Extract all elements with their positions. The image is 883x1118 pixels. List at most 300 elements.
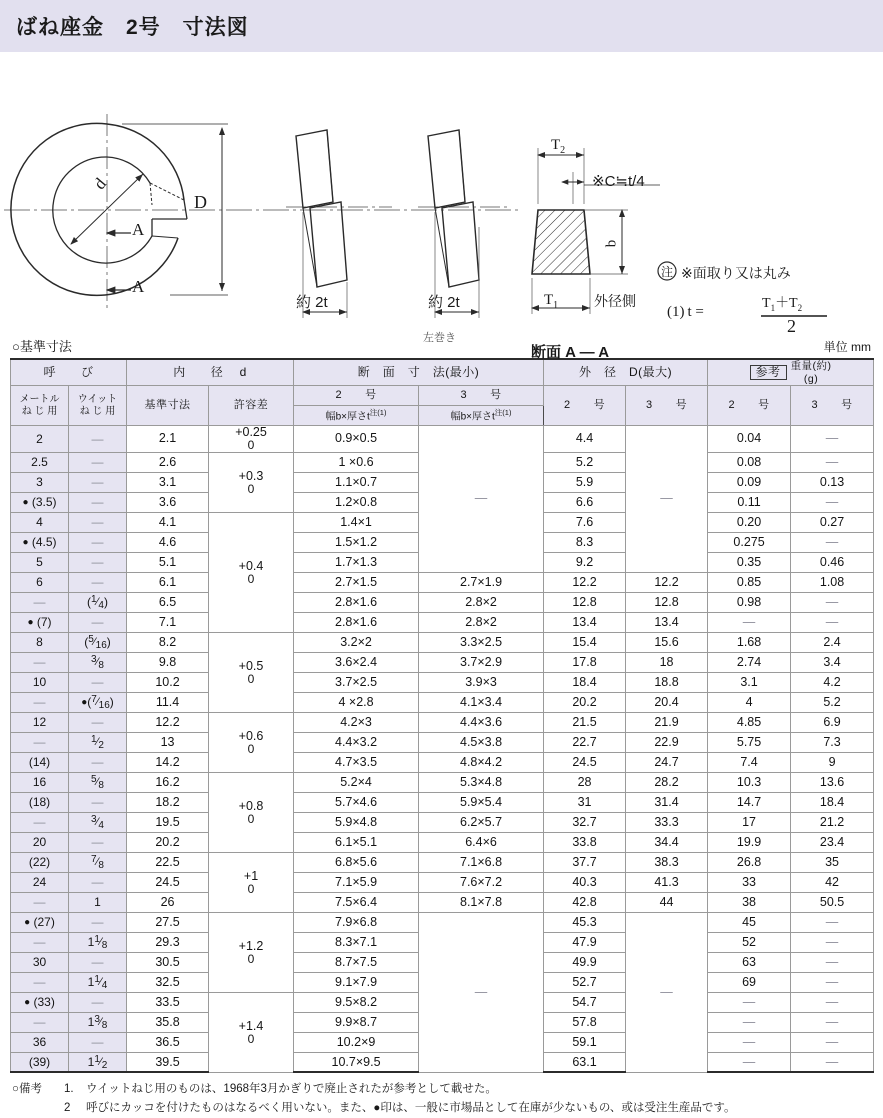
cell-section-type3: 3.3×2.5: [419, 632, 544, 652]
cell-outer-type2: 57.8: [544, 1012, 626, 1032]
cell-inner-diameter: 10.2: [127, 672, 209, 692]
spec-table-head: [11, 359, 874, 426]
th-name-group: 呼 び: [11, 359, 127, 386]
cell-inner-diameter: 22.5: [127, 852, 209, 872]
cell-weight-type2: 14.7: [708, 792, 791, 812]
table-caption: ○基準寸法: [12, 339, 72, 354]
cell-weight-type3: 2.4: [791, 632, 874, 652]
cell-weight-type3: —: [791, 492, 874, 512]
cell-metric-nominal: —: [11, 932, 69, 952]
cell-weight-type2: 10.3: [708, 772, 791, 792]
cell-weight-type3: 50.5: [791, 892, 874, 912]
cell-section-type2: 5.2×4: [294, 772, 419, 792]
cell-metric-nominal: 16: [11, 772, 69, 792]
cell-weight-type3: 7.3: [791, 732, 874, 752]
cell-weight-type3: —: [791, 1052, 874, 1072]
cell-metric-nominal: 24: [11, 872, 69, 892]
cell-weight-type3: 0.13: [791, 472, 874, 492]
cell-section-type2: 1.4×1: [294, 512, 419, 532]
cell-inner-diameter: 36.5: [127, 1032, 209, 1052]
cell-section-type2: 0.9×0.5: [294, 426, 419, 453]
cell-weight-type2: —: [708, 612, 791, 632]
cell-whitworth-nominal: (5⁄16): [69, 632, 127, 652]
table-row: [11, 712, 874, 732]
outer-side-label: 外径側: [594, 293, 636, 309]
cell-weight-type3: 23.4: [791, 832, 874, 852]
cell-inner-diameter: 9.8: [127, 652, 209, 672]
cell-outer-type2: 40.3: [544, 872, 626, 892]
cell-weight-type3: 0.27: [791, 512, 874, 532]
cell-outer-type2: 24.5: [544, 752, 626, 772]
cell-whitworth-nominal: —: [69, 426, 127, 453]
table-row: [11, 912, 874, 932]
note-text-label: ※面取り又は丸み: [681, 265, 791, 281]
cell-inner-diameter: 4.6: [127, 532, 209, 552]
cell-section-type2: 3.7×2.5: [294, 672, 419, 692]
spec-table: [10, 358, 874, 1073]
cell-whitworth-nominal: 1: [69, 892, 127, 912]
cell-outer-type3: 12.8: [626, 592, 708, 612]
cell-outer-type2: 52.7: [544, 972, 626, 992]
cell-section-type3: 5.3×4.8: [419, 772, 544, 792]
cell-section-type2: 4.7×3.5: [294, 752, 419, 772]
spec-table-body: [11, 426, 874, 1073]
cell-weight-type2: 3.1: [708, 672, 791, 692]
cell-whitworth-nominal: —: [69, 792, 127, 812]
cell-outer-type3: 41.3: [626, 872, 708, 892]
footnote-row-1: [12, 1080, 883, 1099]
formula-numerator: $T_1+T_2$: [762, 296, 803, 313]
cell-section-type3: 7.6×7.2: [419, 872, 544, 892]
cell-inner-diameter: 20.2: [127, 832, 209, 852]
cell-weight-type2: 33: [708, 872, 791, 892]
th-inner-group: 内 径 d: [127, 359, 294, 386]
cell-section-type2: 2.7×1.5: [294, 572, 419, 592]
th-section-group: 断 面 寸 法(最小): [294, 359, 544, 386]
cell-outer-type2: 37.7: [544, 852, 626, 872]
cell-metric-nominal: (18): [11, 792, 69, 812]
cell-outer-type2: 49.9: [544, 952, 626, 972]
note-symbol-label: 注: [661, 265, 674, 279]
cell-outer-type2: 8.3: [544, 532, 626, 552]
th-inner-tolerance: 許容差: [209, 386, 294, 426]
cell-weight-type2: 7.4: [708, 752, 791, 772]
washer-side-view-right: [286, 130, 392, 318]
cell-outer-type2: 45.3: [544, 912, 626, 932]
formula-index-label: (1) t =: [667, 304, 704, 320]
cell-section-type2: 8.7×7.5: [294, 952, 419, 972]
cell-whitworth-nominal: —: [69, 452, 127, 472]
cell-whitworth-nominal: —: [69, 712, 127, 732]
cell-tolerance: +0.3 0: [209, 452, 294, 512]
cell-weight-type3: 13.6: [791, 772, 874, 792]
cell-inner-diameter: 16.2: [127, 772, 209, 792]
cell-inner-diameter: 11.4: [127, 692, 209, 712]
cell-section-type2: 1.1×0.7: [294, 472, 419, 492]
cell-weight-type3: —: [791, 972, 874, 992]
cell-section-type3: 3.9×3: [419, 672, 544, 692]
cell-weight-type2: 52: [708, 932, 791, 952]
page-header: [0, 0, 883, 52]
cell-weight-type3: 35: [791, 852, 874, 872]
header-row-2: [11, 386, 874, 406]
cell-whitworth-nominal: (1⁄4): [69, 592, 127, 612]
cell-metric-nominal: 20: [11, 832, 69, 852]
page-title: ばね座金 2号 寸法図: [16, 16, 249, 39]
cell-whitworth-nominal: —: [69, 1032, 127, 1052]
cell-section-type3: 7.1×6.8: [419, 852, 544, 872]
cell-metric-nominal: —: [11, 972, 69, 992]
cell-tolerance: +0.6 0: [209, 712, 294, 772]
table-row: [11, 592, 874, 612]
cell-whitworth-nominal: —: [69, 552, 127, 572]
cell-weight-type3: 9: [791, 752, 874, 772]
cell-metric-nominal: 5: [11, 552, 69, 572]
cell-whitworth-nominal: —: [69, 492, 127, 512]
cell-metric-nominal: —: [11, 592, 69, 612]
t1-label: $T_1$: [544, 292, 559, 311]
cell-section-type3: 2.7×1.9: [419, 572, 544, 592]
footnote-1-text: ウイットねじ用のものは、1968年3月かぎりで廃止されたが参考として載せた。: [86, 1083, 497, 1096]
cell-whitworth-nominal: —: [69, 872, 127, 892]
cell-section-type2: 4.4×3.2: [294, 732, 419, 752]
cell-section-type2: 2.8×1.6: [294, 612, 419, 632]
cell-tolerance: +0.5 0: [209, 632, 294, 712]
cell-whitworth-nominal: 7⁄8: [69, 852, 127, 872]
cell-whitworth-nominal: —: [69, 832, 127, 852]
th-name-metric: メートル ね じ 用: [11, 386, 69, 426]
th-section-type2: 2 号: [294, 386, 419, 406]
cell-weight-type3: —: [791, 592, 874, 612]
cell-weight-type3: —: [791, 612, 874, 632]
cell-section-type2: 3.6×2.4: [294, 652, 419, 672]
cell-outer-type2: 21.5: [544, 712, 626, 732]
cell-section-type3: 8.1×7.8: [419, 892, 544, 912]
cell-weight-type2: —: [708, 1052, 791, 1072]
washer-side-view-left: [418, 130, 510, 318]
cell-outer-type2: 32.7: [544, 812, 626, 832]
cell-inner-diameter: 32.5: [127, 972, 209, 992]
cell-weight-type2: 19.9: [708, 832, 791, 852]
cell-inner-diameter: 12.2: [127, 712, 209, 732]
th-weight-group: [708, 359, 874, 386]
cell-section-type2: 5.7×4.6: [294, 792, 419, 812]
b-label: b: [603, 239, 620, 248]
cell-outer-type2: 12.8: [544, 592, 626, 612]
cell-inner-diameter: 6.5: [127, 592, 209, 612]
cell-whitworth-nominal: 5⁄8: [69, 772, 127, 792]
cell-weight-type3: —: [791, 1032, 874, 1052]
th-weight-type3: 3 号: [791, 386, 874, 426]
cell-weight-type2: 38: [708, 892, 791, 912]
cell-whitworth-nominal: —: [69, 952, 127, 972]
spec-table-block: [0, 332, 883, 1073]
cell-metric-nominal: —: [11, 1012, 69, 1032]
table-row: [11, 852, 874, 872]
cell-inner-diameter: 4.1: [127, 512, 209, 532]
cell-outer-type2: 59.1: [544, 1032, 626, 1052]
cell-section-type2: 8.3×7.1: [294, 932, 419, 952]
th-name-whitworth: ウイット ね じ 用: [69, 386, 127, 426]
table-row: [11, 426, 874, 453]
table-row: [11, 772, 874, 792]
cell-section-type2: 7.5×6.4: [294, 892, 419, 912]
th-weight-label: 重量(約) (g): [790, 360, 832, 385]
cell-section-type3: 2.8×2: [419, 592, 544, 612]
section-mark-top-label: A: [132, 220, 145, 239]
cell-section-type2: 4.2×3: [294, 712, 419, 732]
inner-diameter-label: d: [89, 174, 110, 194]
cross-section-caption: 断面 A ― A: [531, 344, 610, 361]
cell-outer-type2: 6.6: [544, 492, 626, 512]
chamfer-note-label: ※C≒t/4: [592, 173, 645, 190]
cell-metric-nominal: ● (27): [11, 912, 69, 932]
cell-whitworth-nominal: 11⁄2: [69, 1052, 127, 1072]
cell-weight-type2: 26.8: [708, 852, 791, 872]
th-outer-group: 外 径 D(最大): [544, 359, 708, 386]
footnote-2-num: 2: [64, 1102, 71, 1115]
cell-whitworth-nominal: ●(7⁄16): [69, 692, 127, 712]
cell-outer-type2: 54.7: [544, 992, 626, 1012]
cell-whitworth-nominal: —: [69, 752, 127, 772]
cell-outer-type2: 28: [544, 772, 626, 792]
table-row: [11, 832, 874, 852]
cell-weight-type2: 0.09: [708, 472, 791, 492]
cell-inner-diameter: 39.5: [127, 1052, 209, 1072]
cell-outer-type3: 44: [626, 892, 708, 912]
cell-outer-type3: 22.9: [626, 732, 708, 752]
cell-outer-type2: 31: [544, 792, 626, 812]
table-row: [11, 792, 874, 812]
cell-weight-type2: 5.75: [708, 732, 791, 752]
cell-section-type2: 9.5×8.2: [294, 992, 419, 1012]
cell-section-type2: 9.1×7.9: [294, 972, 419, 992]
cell-section-type2: 3.2×2: [294, 632, 419, 652]
cell-weight-type3: 5.2: [791, 692, 874, 712]
cell-outer-type3-merged: —: [626, 426, 708, 573]
cell-outer-type2: 5.2: [544, 452, 626, 472]
cell-whitworth-nominal: 11⁄4: [69, 972, 127, 992]
cell-metric-nominal: 2: [11, 426, 69, 453]
cell-whitworth-nominal: —: [69, 912, 127, 932]
cell-weight-type2: —: [708, 992, 791, 1012]
cell-metric-nominal: 30: [11, 952, 69, 972]
cell-inner-diameter: 24.5: [127, 872, 209, 892]
cell-whitworth-nominal: 3⁄8: [69, 652, 127, 672]
cell-outer-type3: 28.2: [626, 772, 708, 792]
cell-section-type3: 5.9×5.4: [419, 792, 544, 812]
cell-inner-diameter: 29.3: [127, 932, 209, 952]
side-view-left-thickness-label: 約 2t: [428, 294, 460, 311]
cell-section-type3: 4.4×3.6: [419, 712, 544, 732]
cell-outer-type2: 15.4: [544, 632, 626, 652]
cell-inner-diameter: 5.1: [127, 552, 209, 572]
cell-outer-type3: 15.6: [626, 632, 708, 652]
cell-outer-type2: 63.1: [544, 1052, 626, 1072]
cell-whitworth-nominal: —: [69, 672, 127, 692]
cell-section-type3: 6.4×6: [419, 832, 544, 852]
cell-outer-type3: 31.4: [626, 792, 708, 812]
cell-inner-diameter: 18.2: [127, 792, 209, 812]
cell-weight-type2: 4.85: [708, 712, 791, 732]
cell-section-type2: 1.7×1.3: [294, 552, 419, 572]
cell-section-type2: 1.2×0.8: [294, 492, 419, 512]
cell-section-type2: 2.8×1.6: [294, 592, 419, 612]
t2-label: $T_2$: [551, 137, 566, 156]
table-row: [11, 652, 874, 672]
cell-weight-type3: —: [791, 426, 874, 453]
cell-weight-type3: 6.9: [791, 712, 874, 732]
cell-weight-type3: 1.08: [791, 572, 874, 592]
th-ref-box: 参考: [750, 365, 787, 380]
cell-section-type2: 9.9×8.7: [294, 1012, 419, 1032]
cell-weight-type3: 21.2: [791, 812, 874, 832]
cell-weight-type2: 0.20: [708, 512, 791, 532]
cell-inner-diameter: 2.6: [127, 452, 209, 472]
cell-metric-nominal: 4: [11, 512, 69, 532]
th-inner-nominal: 基準寸法: [127, 386, 209, 426]
cell-outer-type3: 24.7: [626, 752, 708, 772]
cell-section-type3: 3.7×2.9: [419, 652, 544, 672]
cell-weight-type2: 45: [708, 912, 791, 932]
cell-whitworth-nominal: —: [69, 472, 127, 492]
cell-inner-diameter: 7.1: [127, 612, 209, 632]
cell-whitworth-nominal: 1⁄2: [69, 732, 127, 752]
cell-section-type2: 5.9×4.8: [294, 812, 419, 832]
cell-section-type2: 4 ×2.8: [294, 692, 419, 712]
cell-tolerance: +1.4 0: [209, 992, 294, 1072]
cell-metric-nominal: (22): [11, 852, 69, 872]
formula-denominator: 2: [787, 316, 796, 336]
cell-weight-type2: 0.98: [708, 592, 791, 612]
cell-outer-type3: 20.4: [626, 692, 708, 712]
cell-weight-type3: —: [791, 992, 874, 1012]
cell-outer-type2: 22.7: [544, 732, 626, 752]
th-section-type3: 3 号: [419, 386, 544, 406]
cell-weight-type2: 0.35: [708, 552, 791, 572]
table-row: [11, 632, 874, 652]
cell-weight-type2: 69: [708, 972, 791, 992]
cell-outer-type3: 13.4: [626, 612, 708, 632]
cell-weight-type3: 4.2: [791, 672, 874, 692]
cell-weight-type2: 17: [708, 812, 791, 832]
cell-inner-diameter: 6.1: [127, 572, 209, 592]
cell-whitworth-nominal: 11⁄8: [69, 932, 127, 952]
cell-inner-diameter: 2.1: [127, 426, 209, 453]
footnotes-label: ○備考: [12, 1083, 42, 1096]
cell-outer-type3: 34.4: [626, 832, 708, 852]
cell-inner-diameter: 27.5: [127, 912, 209, 932]
cell-outer-type2: 9.2: [544, 552, 626, 572]
cell-metric-nominal: 36: [11, 1032, 69, 1052]
table-unit-label: 単位 mm: [823, 340, 871, 354]
cell-weight-type2: 0.85: [708, 572, 791, 592]
cell-weight-type3: 18.4: [791, 792, 874, 812]
cell-section-type2: 7.9×6.8: [294, 912, 419, 932]
cell-outer-type3: 33.3: [626, 812, 708, 832]
cell-section-type3: 4.5×3.8: [419, 732, 544, 752]
cell-metric-nominal: 8: [11, 632, 69, 652]
cell-metric-nominal: 12: [11, 712, 69, 732]
cell-weight-type2: 4: [708, 692, 791, 712]
section-mark-bottom-label: A: [132, 277, 145, 296]
table-row: [11, 812, 874, 832]
left-wind-label: 左巻き: [423, 332, 456, 344]
cell-tolerance: +1.2 0: [209, 912, 294, 992]
cell-metric-nominal: —: [11, 732, 69, 752]
cell-weight-type2: —: [708, 1032, 791, 1052]
cell-outer-type2: 12.2: [544, 572, 626, 592]
table-row: [11, 732, 874, 752]
cell-weight-type2: —: [708, 1012, 791, 1032]
table-row: [11, 752, 874, 772]
header-row-1: [11, 359, 874, 386]
cell-whitworth-nominal: —: [69, 572, 127, 592]
cell-outer-type3: 12.2: [626, 572, 708, 592]
cell-weight-type3: —: [791, 532, 874, 552]
footnote-2-text: 呼びにカッコを付けたものはなるべく用いない。また、●印は、一般に市場品として在庫が少ないもの、或は受注生産品です。: [86, 1102, 736, 1115]
cell-outer-type2: 33.8: [544, 832, 626, 852]
cell-inner-diameter: 26: [127, 892, 209, 912]
cell-outer-type2: 4.4: [544, 426, 626, 453]
cell-whitworth-nominal: 13⁄8: [69, 1012, 127, 1032]
outer-diameter-label: D: [194, 192, 207, 212]
cell-weight-type2: 2.74: [708, 652, 791, 672]
cell-tolerance: +0.4 0: [209, 512, 294, 632]
cell-weight-type3: —: [791, 452, 874, 472]
cell-metric-nominal: —: [11, 892, 69, 912]
footnote-1-num: 1.: [64, 1083, 74, 1096]
cell-outer-type3-merged: —: [626, 912, 708, 1072]
cell-section-type3: 4.8×4.2: [419, 752, 544, 772]
cell-metric-nominal: ● (7): [11, 612, 69, 632]
cell-metric-nominal: (14): [11, 752, 69, 772]
cell-outer-type3: 21.9: [626, 712, 708, 732]
cell-whitworth-nominal: 3⁄4: [69, 812, 127, 832]
table-row: [11, 572, 874, 592]
cell-section-type2: 7.1×5.9: [294, 872, 419, 892]
th-weight-type2: 2 号: [708, 386, 791, 426]
table-row: [11, 872, 874, 892]
cell-metric-nominal: (39): [11, 1052, 69, 1072]
cell-inner-diameter: 14.2: [127, 752, 209, 772]
cell-metric-nominal: 10: [11, 672, 69, 692]
cell-inner-diameter: 19.5: [127, 812, 209, 832]
cell-inner-diameter: 3.1: [127, 472, 209, 492]
cell-metric-nominal: ● (4.5): [11, 532, 69, 552]
cell-section-type3-merged: —: [419, 426, 544, 573]
cell-outer-type2: 18.4: [544, 672, 626, 692]
cell-outer-type3: 18: [626, 652, 708, 672]
cell-section-type3-merged: —: [419, 912, 544, 1072]
cell-section-type2: 6.1×5.1: [294, 832, 419, 852]
cell-weight-type2: 0.04: [708, 426, 791, 453]
footnote-row-2: [12, 1099, 883, 1118]
cell-whitworth-nominal: —: [69, 512, 127, 532]
cell-section-type3: 6.2×5.7: [419, 812, 544, 832]
cell-outer-type2: 20.2: [544, 692, 626, 712]
cell-weight-type3: —: [791, 932, 874, 952]
cell-section-type3: 2.8×2: [419, 612, 544, 632]
cell-weight-type2: 0.275: [708, 532, 791, 552]
cell-whitworth-nominal: —: [69, 612, 127, 632]
cell-outer-type2: 5.9: [544, 472, 626, 492]
cell-section-type2: 1.5×1.2: [294, 532, 419, 552]
cell-metric-nominal: 2.5: [11, 452, 69, 472]
cell-weight-type2: 0.08: [708, 452, 791, 472]
cell-section-type3: 4.1×3.4: [419, 692, 544, 712]
cell-metric-nominal: —: [11, 652, 69, 672]
